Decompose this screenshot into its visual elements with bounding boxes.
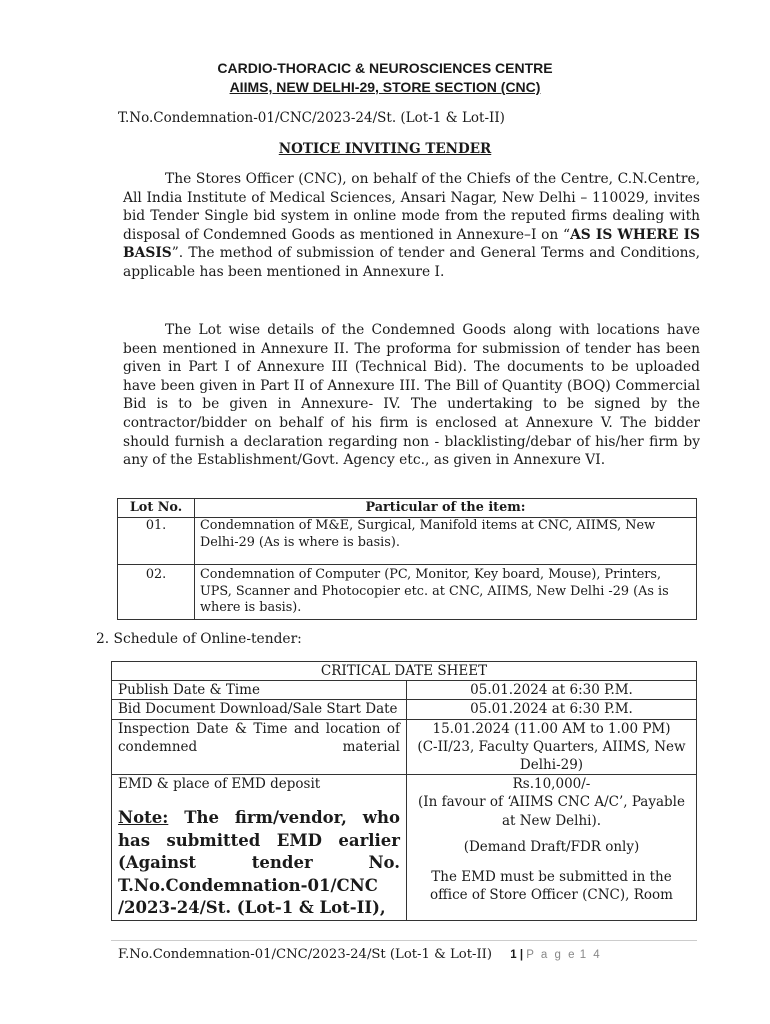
paragraph-lot-details — [123, 321, 700, 470]
footer-divider — [111, 940, 697, 941]
emd-favour: (In favour of ‘AIIMS CNC A/C’, Payable at New Delhi). — [418, 794, 685, 829]
publish-value: 05.01.2024 at 6:30 P.M. — [407, 681, 697, 700]
emd-label-cell — [112, 775, 407, 921]
page-indicator — [510, 949, 601, 961]
table-row — [112, 775, 697, 921]
emd-submit: The EMD must be submitted in the office of Store Officer (CNC), Room — [430, 869, 673, 904]
inspection-date: 15.01.2024 (11.00 AM to 1.00 PM) — [432, 720, 671, 737]
footer — [118, 947, 602, 962]
emd-note — [118, 807, 400, 920]
download-label: Bid Document Download/Sale Start Date — [112, 700, 407, 719]
emd-label: EMD & place of EMD deposit — [118, 776, 321, 793]
paragraph-intro — [123, 170, 700, 282]
inspection-label-text: Inspection Date & Time and location of condemned material — [118, 720, 400, 755]
table-row — [112, 719, 697, 775]
lot-item-cell: Condemnation of Computer (PC, Monitor, Key board, Mouse), Printers, UPS, Scanner and Photocopier etc. at CNC, AIIMS, New Delhi -29 (As is where is basis). — [195, 565, 697, 620]
inspection-value — [407, 719, 697, 775]
para1-bold: AS IS WHERE IS BASIS — [123, 226, 700, 262]
table-row — [118, 565, 697, 620]
page-word: P a g e — [526, 949, 577, 961]
cds-title-row — [112, 662, 697, 681]
para1-after: ”. The method of submission of tender and General Terms and Conditions, applicable has been mentioned in Annexure I. — [123, 245, 700, 280]
critical-date-sheet — [111, 661, 697, 921]
table-row — [112, 681, 697, 700]
schedule-heading: 2. Schedule of Online-tender: — [96, 631, 302, 647]
lot-table-header — [118, 499, 697, 518]
lot-no-header: Lot No. — [118, 499, 195, 518]
table-row — [112, 700, 697, 719]
emd-mode: (Demand Draft/FDR only) — [463, 838, 640, 855]
emd-value-cell — [407, 775, 697, 921]
download-value: 05.01.2024 at 6:30 P.M. — [407, 700, 697, 719]
item-header: Particular of the item: — [195, 499, 697, 518]
emd-note-text: The firm/vendor, who has submitted EMD earlier (Against tender No. T.No.Condemnation-01/CNC /2023-24/St. (Lot-1 & Lot-II), — [118, 808, 400, 918]
para1-before: The Stores Officer (CNC), on behalf of the Chiefs of the Centre, C.N.Centre, All India Institute of Medical Sciences, Ansari Nagar, New Delhi – 110029, invites bid Tender Single bid system in online mode from the reputed firms dealing with disposal of Condemned Goods as mentioned in Annexure–I on “ — [123, 171, 700, 243]
table-row — [118, 518, 697, 565]
header-line-2 — [0, 79, 770, 95]
publish-label: Publish Date & Time — [112, 681, 407, 700]
tender-number: T.No.Condemnation-01/CNC/2023-24/St. (Lot-1 & Lot-II) — [118, 110, 505, 126]
emd-amount: Rs.10,000/- — [512, 776, 591, 793]
page-total: 1 4 — [579, 949, 602, 961]
header-line-2-text: AIIMS, NEW DELHI-29, STORE SECTION (CNC) — [229, 79, 541, 95]
lot-item-cell: Condemnation of M&E, Surgical, Manifold items at CNC, AIIMS, New Delhi-29 (As is where is basis). — [195, 518, 697, 565]
inspection-label — [112, 719, 407, 775]
emd-note-label: Note: — [118, 808, 169, 828]
notice-title: NOTICE INVITING TENDER — [278, 141, 492, 157]
page-separator: | — [516, 949, 527, 961]
cds-title: CRITICAL DATE SHEET — [112, 662, 697, 681]
para2-text: The Lot wise details of the Condemned Goods along with locations have been mentioned in Annexure II. The proforma for submission of tender has been given in Part I of Annexure III (Technical Bid). The documents to be uploaded have been given in Part II of Annexure III. The Bill of Quantity (BOQ) Commercial Bid is to be given in Annexure- IV. The undertaking to be signed by the contractor/bidder on behalf of his firm is enclosed at Annexure V. The bidder should furnish a declaration regarding non - blacklisting/debar of his/her firm by any of the Establishment/Govt. Agency etc., as given in Annexure VI. — [123, 322, 700, 469]
footer-ref: F.No.Condemnation-01/CNC/2023-24/St (Lot-1 & Lot-II) — [118, 947, 493, 962]
lot-no-cell: 02. — [118, 565, 195, 620]
page-number: 1 — [510, 949, 517, 961]
header-line-1: CARDIO-THORACIC & NEUROSCIENCES CENTRE — [217, 60, 553, 76]
inspection-location: (C-II/23, Faculty Quarters, AIIMS, New Delhi-29) — [417, 738, 686, 774]
lot-table — [117, 498, 697, 620]
lot-no-cell: 01. — [118, 518, 195, 565]
